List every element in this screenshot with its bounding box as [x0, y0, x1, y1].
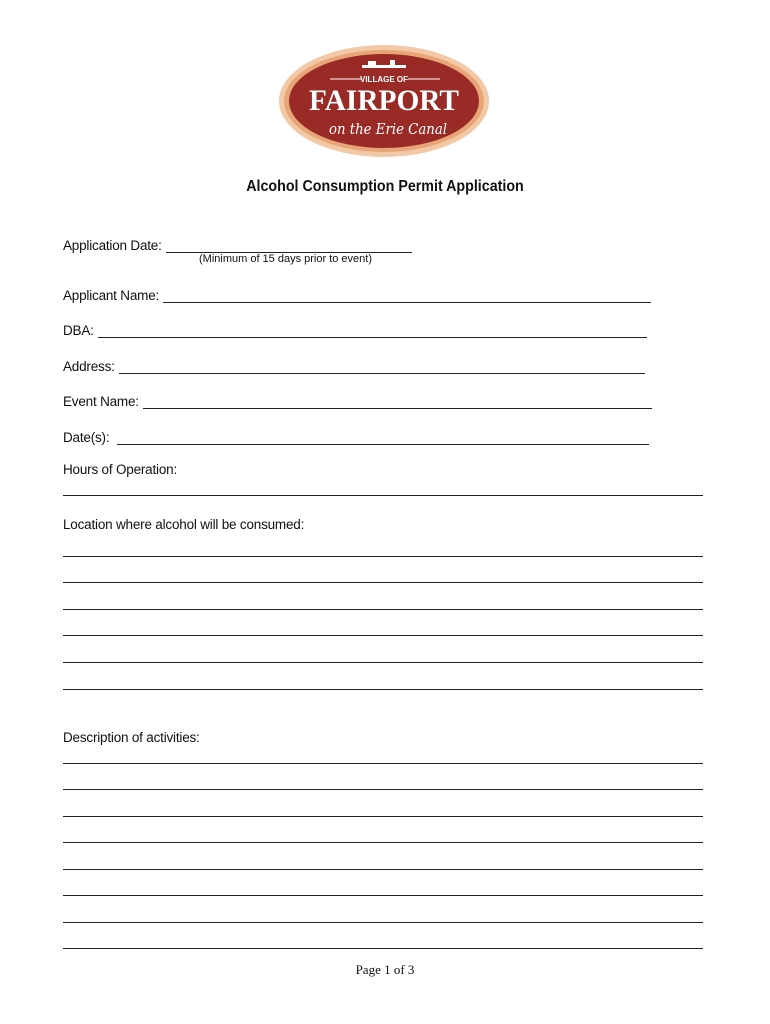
location-label: Location where alcohol will be consumed:	[63, 517, 305, 532]
address-label: Address:	[63, 359, 115, 374]
event-name-label: Event Name:	[63, 394, 139, 409]
dba-field[interactable]	[98, 323, 647, 338]
dba-label: DBA:	[63, 323, 94, 338]
event-name-row	[63, 391, 652, 409]
page-number: Page 1 of 3	[355, 962, 415, 977]
logo-main-text: FAIRPORT	[309, 84, 459, 117]
location-line[interactable]	[63, 689, 703, 690]
event-name-field[interactable]	[143, 394, 652, 409]
description-line[interactable]	[63, 895, 703, 896]
dba-row	[63, 320, 647, 338]
description-label: Description of activities:	[63, 730, 200, 745]
dates-field[interactable]	[117, 430, 649, 445]
description-line[interactable]	[63, 869, 703, 870]
application-date-row	[63, 235, 412, 253]
applicant-name-row	[63, 285, 651, 303]
applicant-name-label: Applicant Name:	[63, 288, 160, 303]
description-line[interactable]	[63, 763, 703, 764]
description-line[interactable]	[63, 948, 703, 949]
description-line[interactable]	[63, 816, 703, 817]
dates-label: Date(s):	[63, 430, 110, 445]
hours-label: Hours of Operation:	[63, 462, 178, 477]
address-row	[63, 356, 645, 374]
logo-script-text: on the Erie Canal	[329, 120, 448, 138]
location-line[interactable]	[63, 662, 703, 663]
location-line[interactable]	[63, 609, 703, 610]
applicant-name-field[interactable]	[163, 288, 651, 303]
application-date-note: (Minimum of 15 days prior to event)	[199, 253, 373, 265]
location-line[interactable]	[63, 556, 703, 557]
location-line[interactable]	[63, 635, 703, 636]
description-line[interactable]	[63, 842, 703, 843]
dates-row	[63, 427, 649, 445]
page-title: Alcohol Consumption Permit Application	[246, 178, 524, 195]
fairport-logo	[278, 44, 490, 158]
logo-top-text: VILLAGE OF	[360, 75, 408, 84]
application-date-label: Application Date:	[63, 238, 162, 253]
description-line[interactable]	[63, 789, 703, 790]
location-line[interactable]	[63, 582, 703, 583]
application-date-field[interactable]	[166, 238, 412, 253]
address-field[interactable]	[119, 359, 645, 374]
hours-field[interactable]	[63, 495, 703, 496]
description-line[interactable]	[63, 922, 703, 923]
